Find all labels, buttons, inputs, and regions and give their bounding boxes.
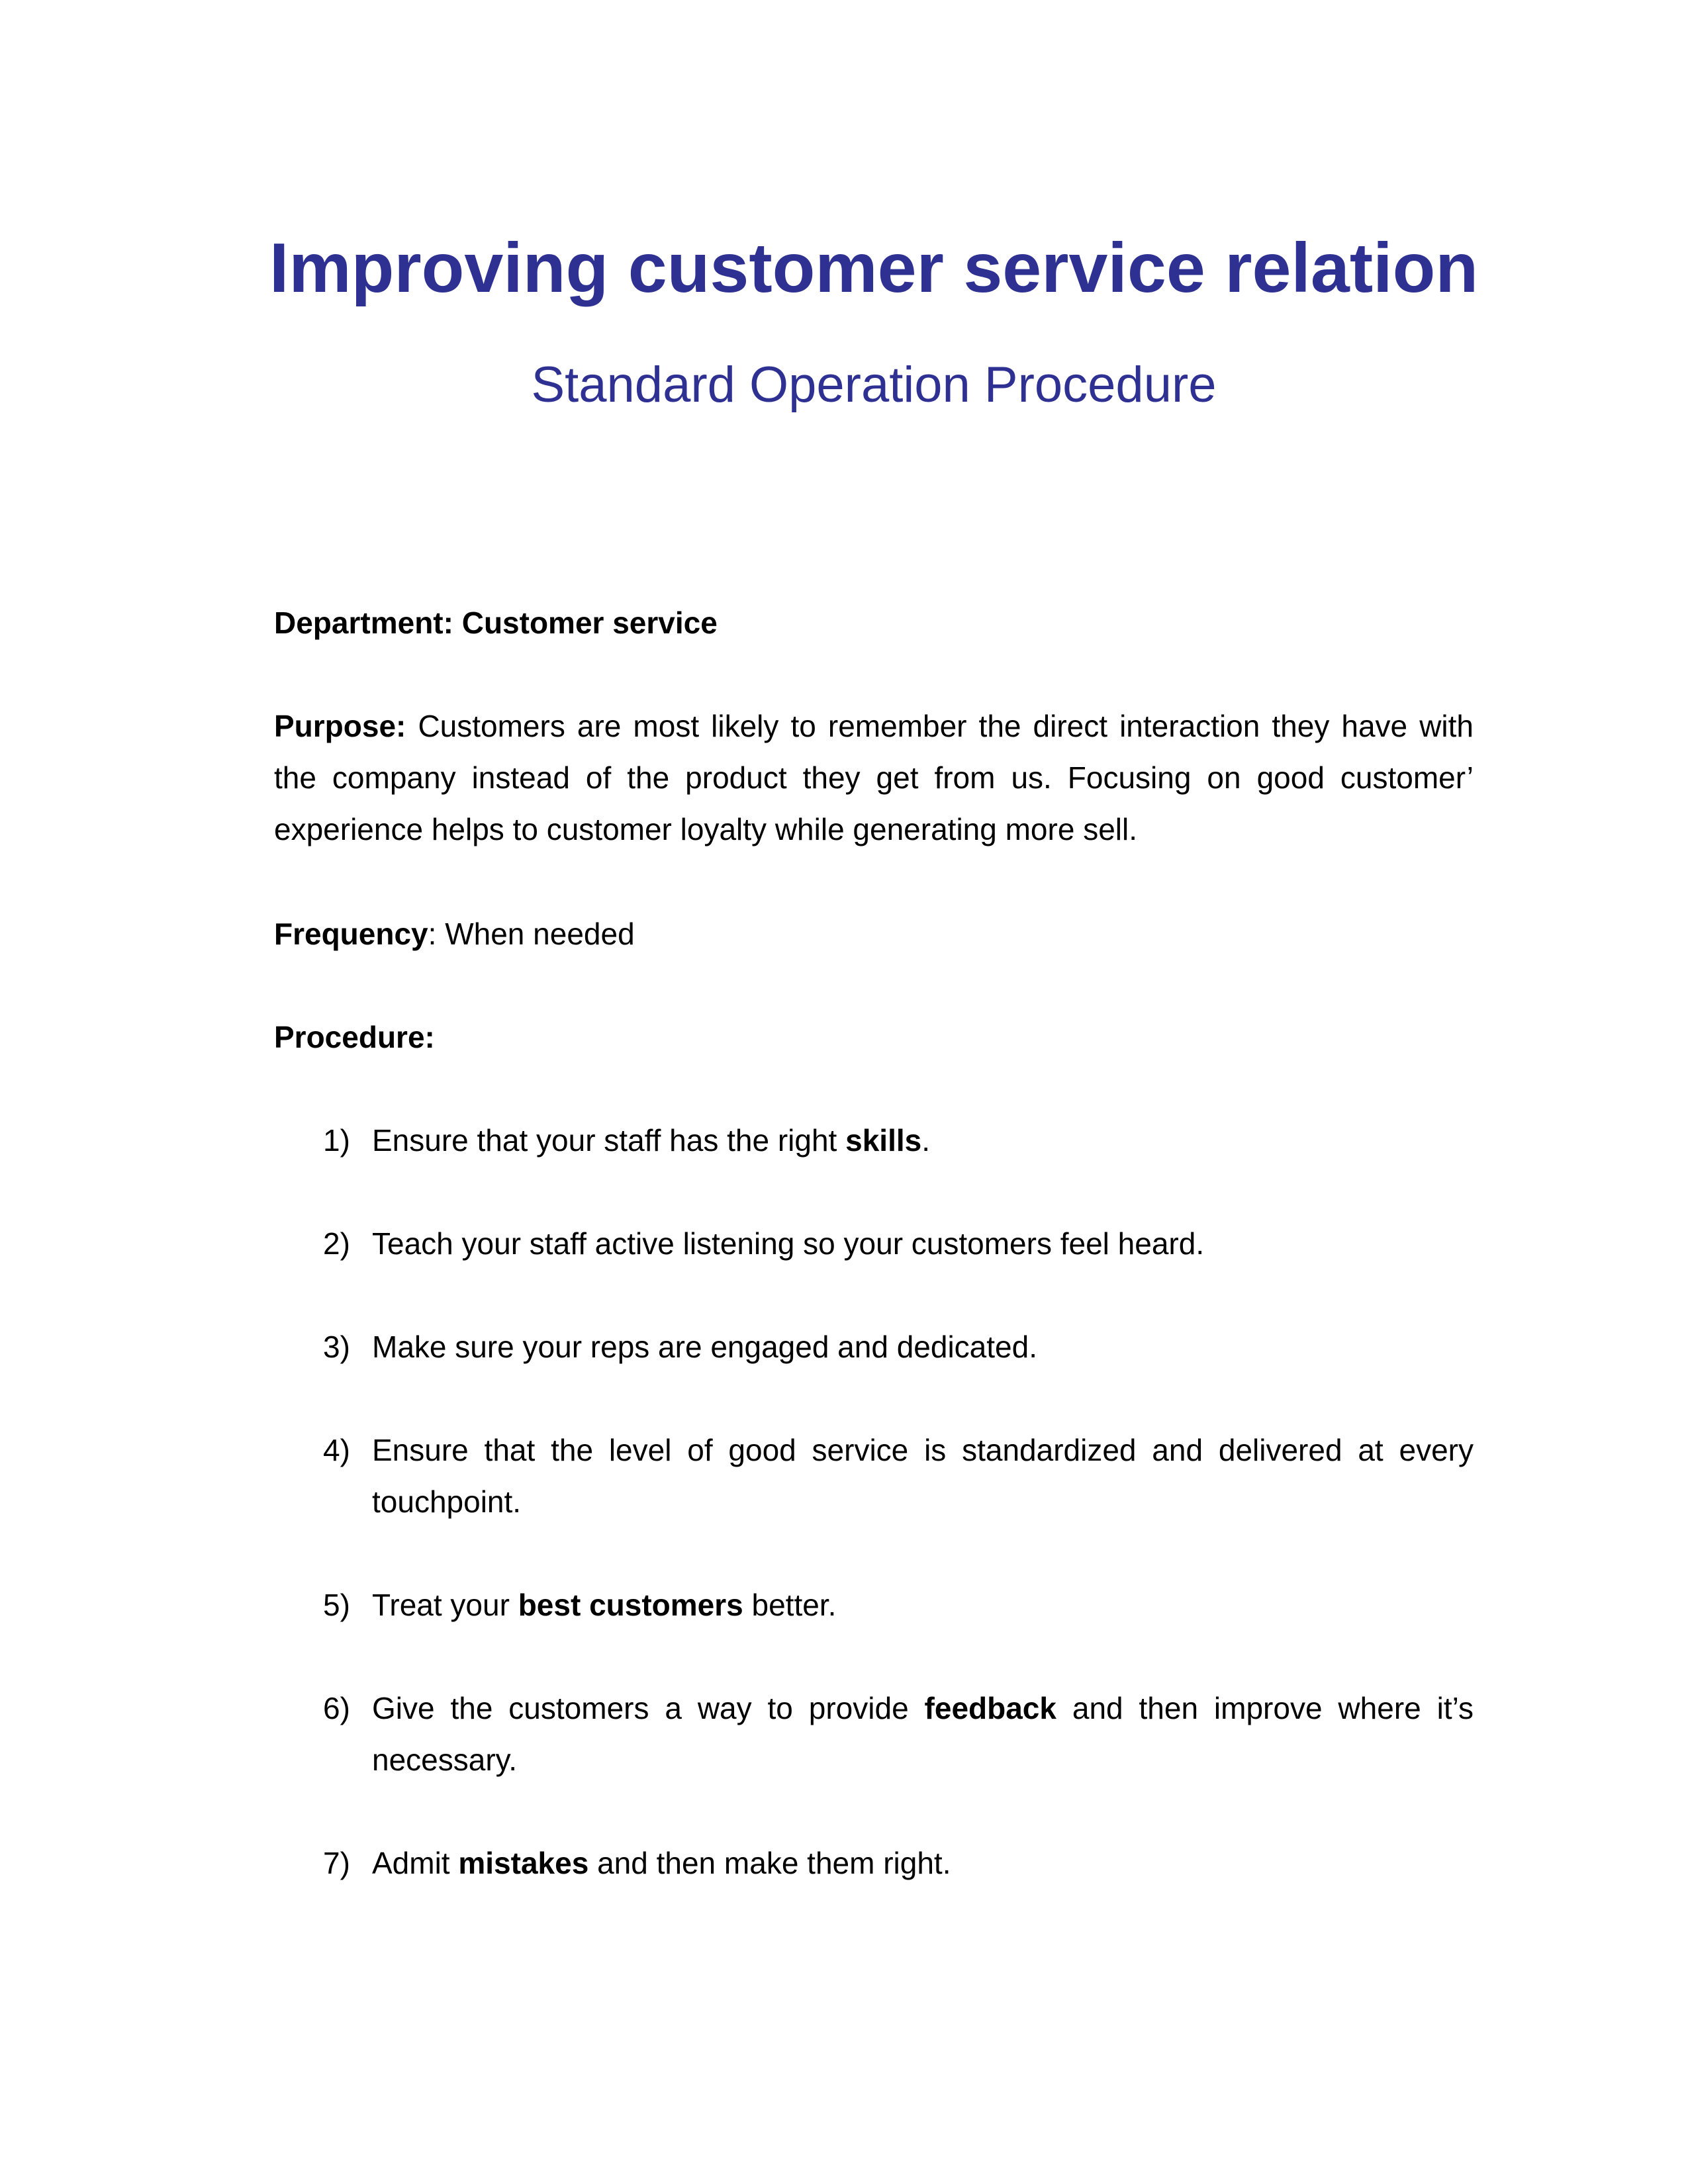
procedure-step <box>323 1682 1474 1786</box>
frequency-label: Frequency <box>274 917 428 951</box>
step-number: 4) <box>323 1433 350 1467</box>
step-text <box>372 1579 1474 1631</box>
procedure-label: Procedure: <box>274 1020 435 1054</box>
step-text <box>372 1321 1474 1373</box>
step-text-post: and then improve where it’s necessary. <box>372 1691 1474 1777</box>
step-text-pre: Admit <box>372 1846 459 1880</box>
frequency-separator: : <box>428 917 437 951</box>
step-text-pre: Treat your <box>372 1588 518 1622</box>
step-text-pre: Teach your staff active listening so your customers feel heard. <box>372 1226 1205 1261</box>
step-text <box>372 1837 1474 1889</box>
procedure-step <box>323 1218 1474 1269</box>
frequency-value: When needed <box>445 917 635 951</box>
procedure-step <box>323 1321 1474 1373</box>
step-number: 2) <box>323 1226 350 1261</box>
step-text-bold: skills <box>845 1123 922 1158</box>
step-text-post: better. <box>743 1588 837 1622</box>
step-text-pre: Give the customers a way to provide <box>372 1691 925 1725</box>
procedure-step <box>323 1579 1474 1631</box>
step-text-pre: Make sure your reps are engaged and dedicated. <box>372 1330 1037 1364</box>
department-label: Department: <box>274 606 453 640</box>
step-text-bold: best customers <box>518 1588 743 1622</box>
step-text-post: and then make them right. <box>588 1846 951 1880</box>
procedure-step <box>323 1837 1474 1889</box>
purpose-text: Customers are most likely to remember the direct interaction they have with the company instead of the product they get from us. Focusing on good customer’ experience helps to customer loyalty while generating more sell. <box>274 709 1474 846</box>
step-text <box>372 1682 1474 1786</box>
step-text-pre: Ensure that the level of good service is standardized and delivered at every touchpoint. <box>372 1433 1474 1519</box>
step-text-bold: feedback <box>924 1691 1056 1725</box>
step-text-post: . <box>921 1123 930 1158</box>
step-number: 1) <box>323 1123 350 1158</box>
step-text-pre: Ensure that your staff has the right <box>372 1123 846 1158</box>
step-text <box>372 1218 1474 1269</box>
step-number: 5) <box>323 1588 350 1622</box>
department-value: Customer service <box>461 606 718 640</box>
procedure-step <box>323 1115 1474 1166</box>
step-number: 3) <box>323 1330 350 1364</box>
procedure-step <box>323 1424 1474 1527</box>
step-number: 6) <box>323 1691 350 1725</box>
step-text <box>372 1424 1474 1527</box>
step-text <box>372 1115 1474 1166</box>
document-title: Improving customer service relation <box>269 229 1479 307</box>
step-text-bold: mistakes <box>458 1846 589 1880</box>
step-number: 7) <box>323 1846 350 1880</box>
purpose-label: Purpose: <box>274 709 406 743</box>
document-subtitle: Standard Operation Procedure <box>531 357 1217 413</box>
